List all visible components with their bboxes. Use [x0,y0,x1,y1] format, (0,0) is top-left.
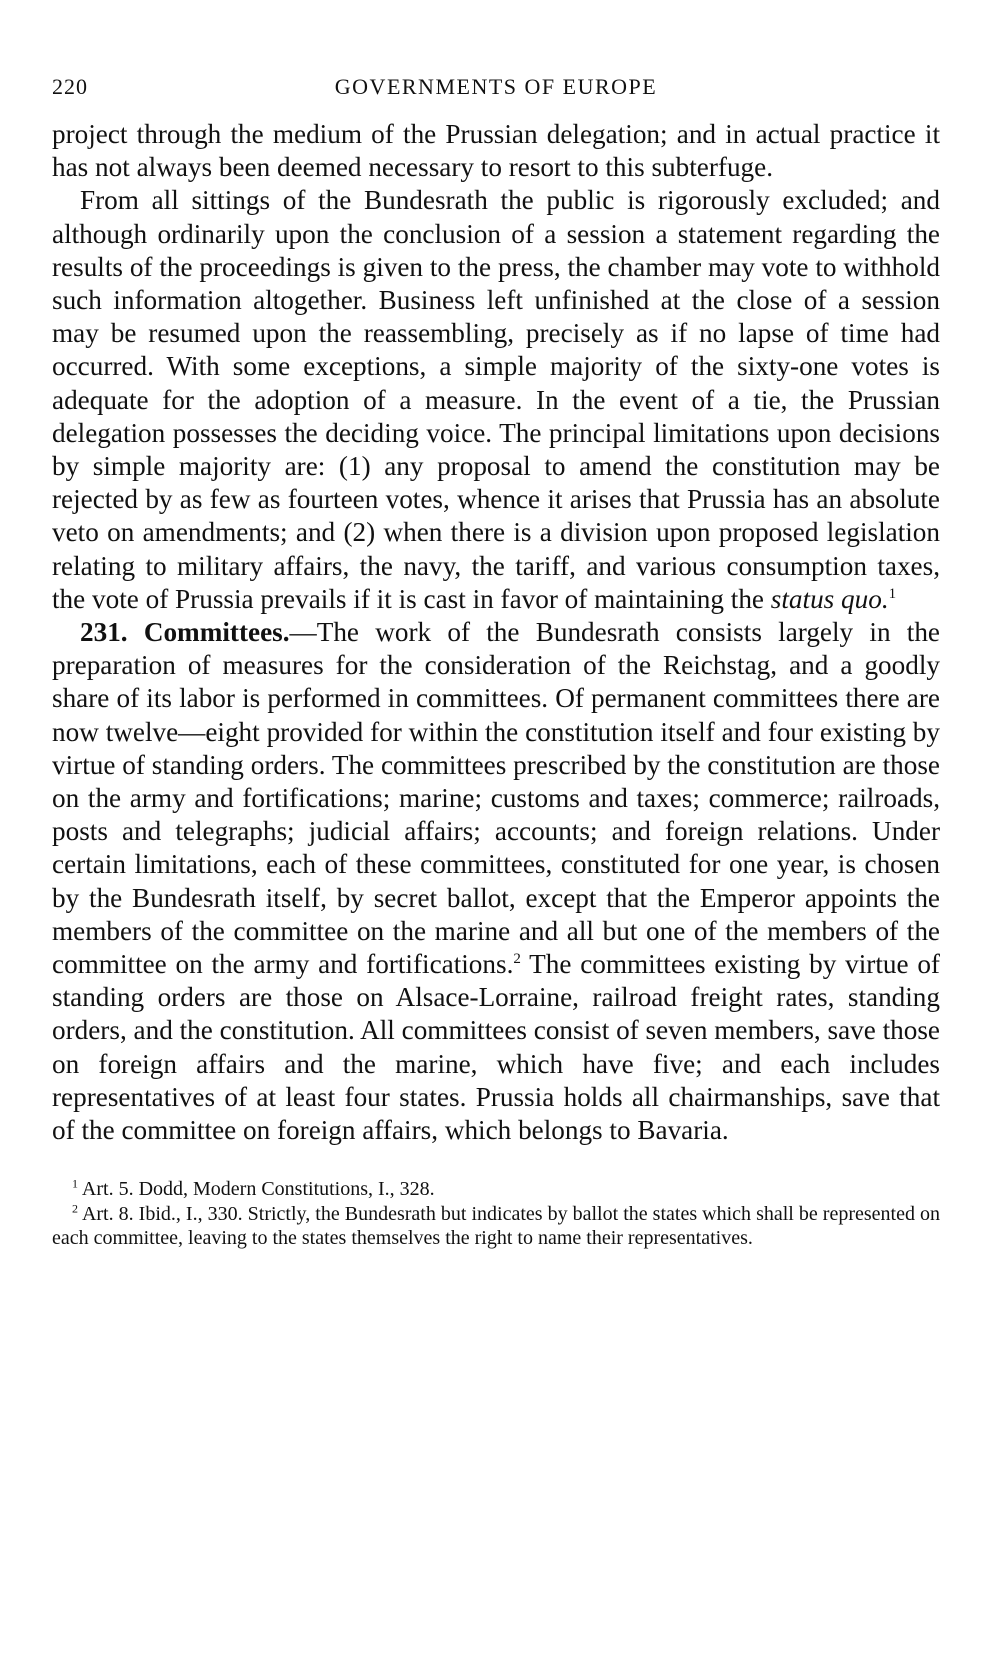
body-text [52,118,940,1147]
section-title: Committees. [143,617,290,648]
book-page [52,74,940,1251]
footnote-ref-1: 1 [888,585,897,602]
paragraph-text: From all sittings of the Bundesrath the public is rigorously excluded; and although ordinarily upon the conclusion of a session a statement regarding the results of the proceedings is given to the press, the chamber may vote to withhold such information altogether. Business left unfinished at the close of a session may be resumed upon the reassembling, precisely as if no lapse of time had occurred. With some exceptions, a simple majority of the sixty-one votes is adequate for the adoption of a measure. In the event of a tie, the Prussian delegation possesses the deciding voice. The principal limitations upon decisions by simple majority are: (1) any proposal to amend the constitution may be rejected by as few as fourteen votes, whence it arises that Prussia has an absolute veto on amendments; and (2) when there is a division upon proposed legislation relating to military affairs, the navy, the tariff, and various consumption taxes, the vote of Prussia prevails if it is cast in favor of maintaining the [52,185,940,614]
page-number: 220 [52,74,88,99]
footnote-text: Art. 5. Dodd, Modern Constitutions, I., 328. [81,1178,435,1201]
paragraph-committees [52,616,940,1147]
paragraph-continuation: project through the medium of the Prussian delegation; and in actual practice it has not always been deemed necessary to resort to this subterfuge. [52,119,940,183]
footnote-1 [52,1177,940,1202]
paragraph-text: —The work of the Bundesrath consists largely in the preparation of measures for the consideration of the Reichstag, and a goodly share of its labor is performed in committees. Of permanent committees there are now twelve—eight provided for within the constitution itself and four existing by virtue of standing orders. The committees prescribed by the constitution are those on the army and fortifications; marine; customs and taxes; commerce; railroads, posts and telegraphs; judicial affairs; accounts; and foreign relations. Under certain limitations, each of these committees, constituted for one year, is chosen by the Bundesrath itself, by secret ballot, except that the Emperor appoints the members of the committee on the marine and all but one of the members of the committee on the army and fortifications. [52,617,940,980]
footnote-2 [52,1202,940,1251]
footnote-ref-2: 2 [513,951,521,968]
footnotes [52,1177,940,1251]
footnote-text: Art. 8. Ibid., I., 330. Strictly, the Bundesrath but indicates by ballot the states which shall be represented on each committee, leaving to the states themselves the right to name their representatives. [52,1202,940,1250]
footnote-marker: 2 [72,1201,78,1216]
paragraph-bundesrath-sittings [52,184,940,616]
status-quo-italic: status quo. [770,583,889,614]
section-number: 231. [80,617,128,648]
running-title: GOVERNMENTS OF EUROPE [334,74,658,99]
footnote-marker: 1 [72,1176,78,1191]
paragraph-text: The committees existing by virtue of standing orders are those on Alsace-Lorraine, railroad freight rates, standing orders, and the constitution. All committees consist of seven members, save those on foreign affairs and the marine, which have five; and each includes representatives of at least four states. Prussia holds all chairmanships, save that of the committee on foreign affairs, which belongs to Bavaria. [52,949,940,1146]
running-head [52,74,940,114]
